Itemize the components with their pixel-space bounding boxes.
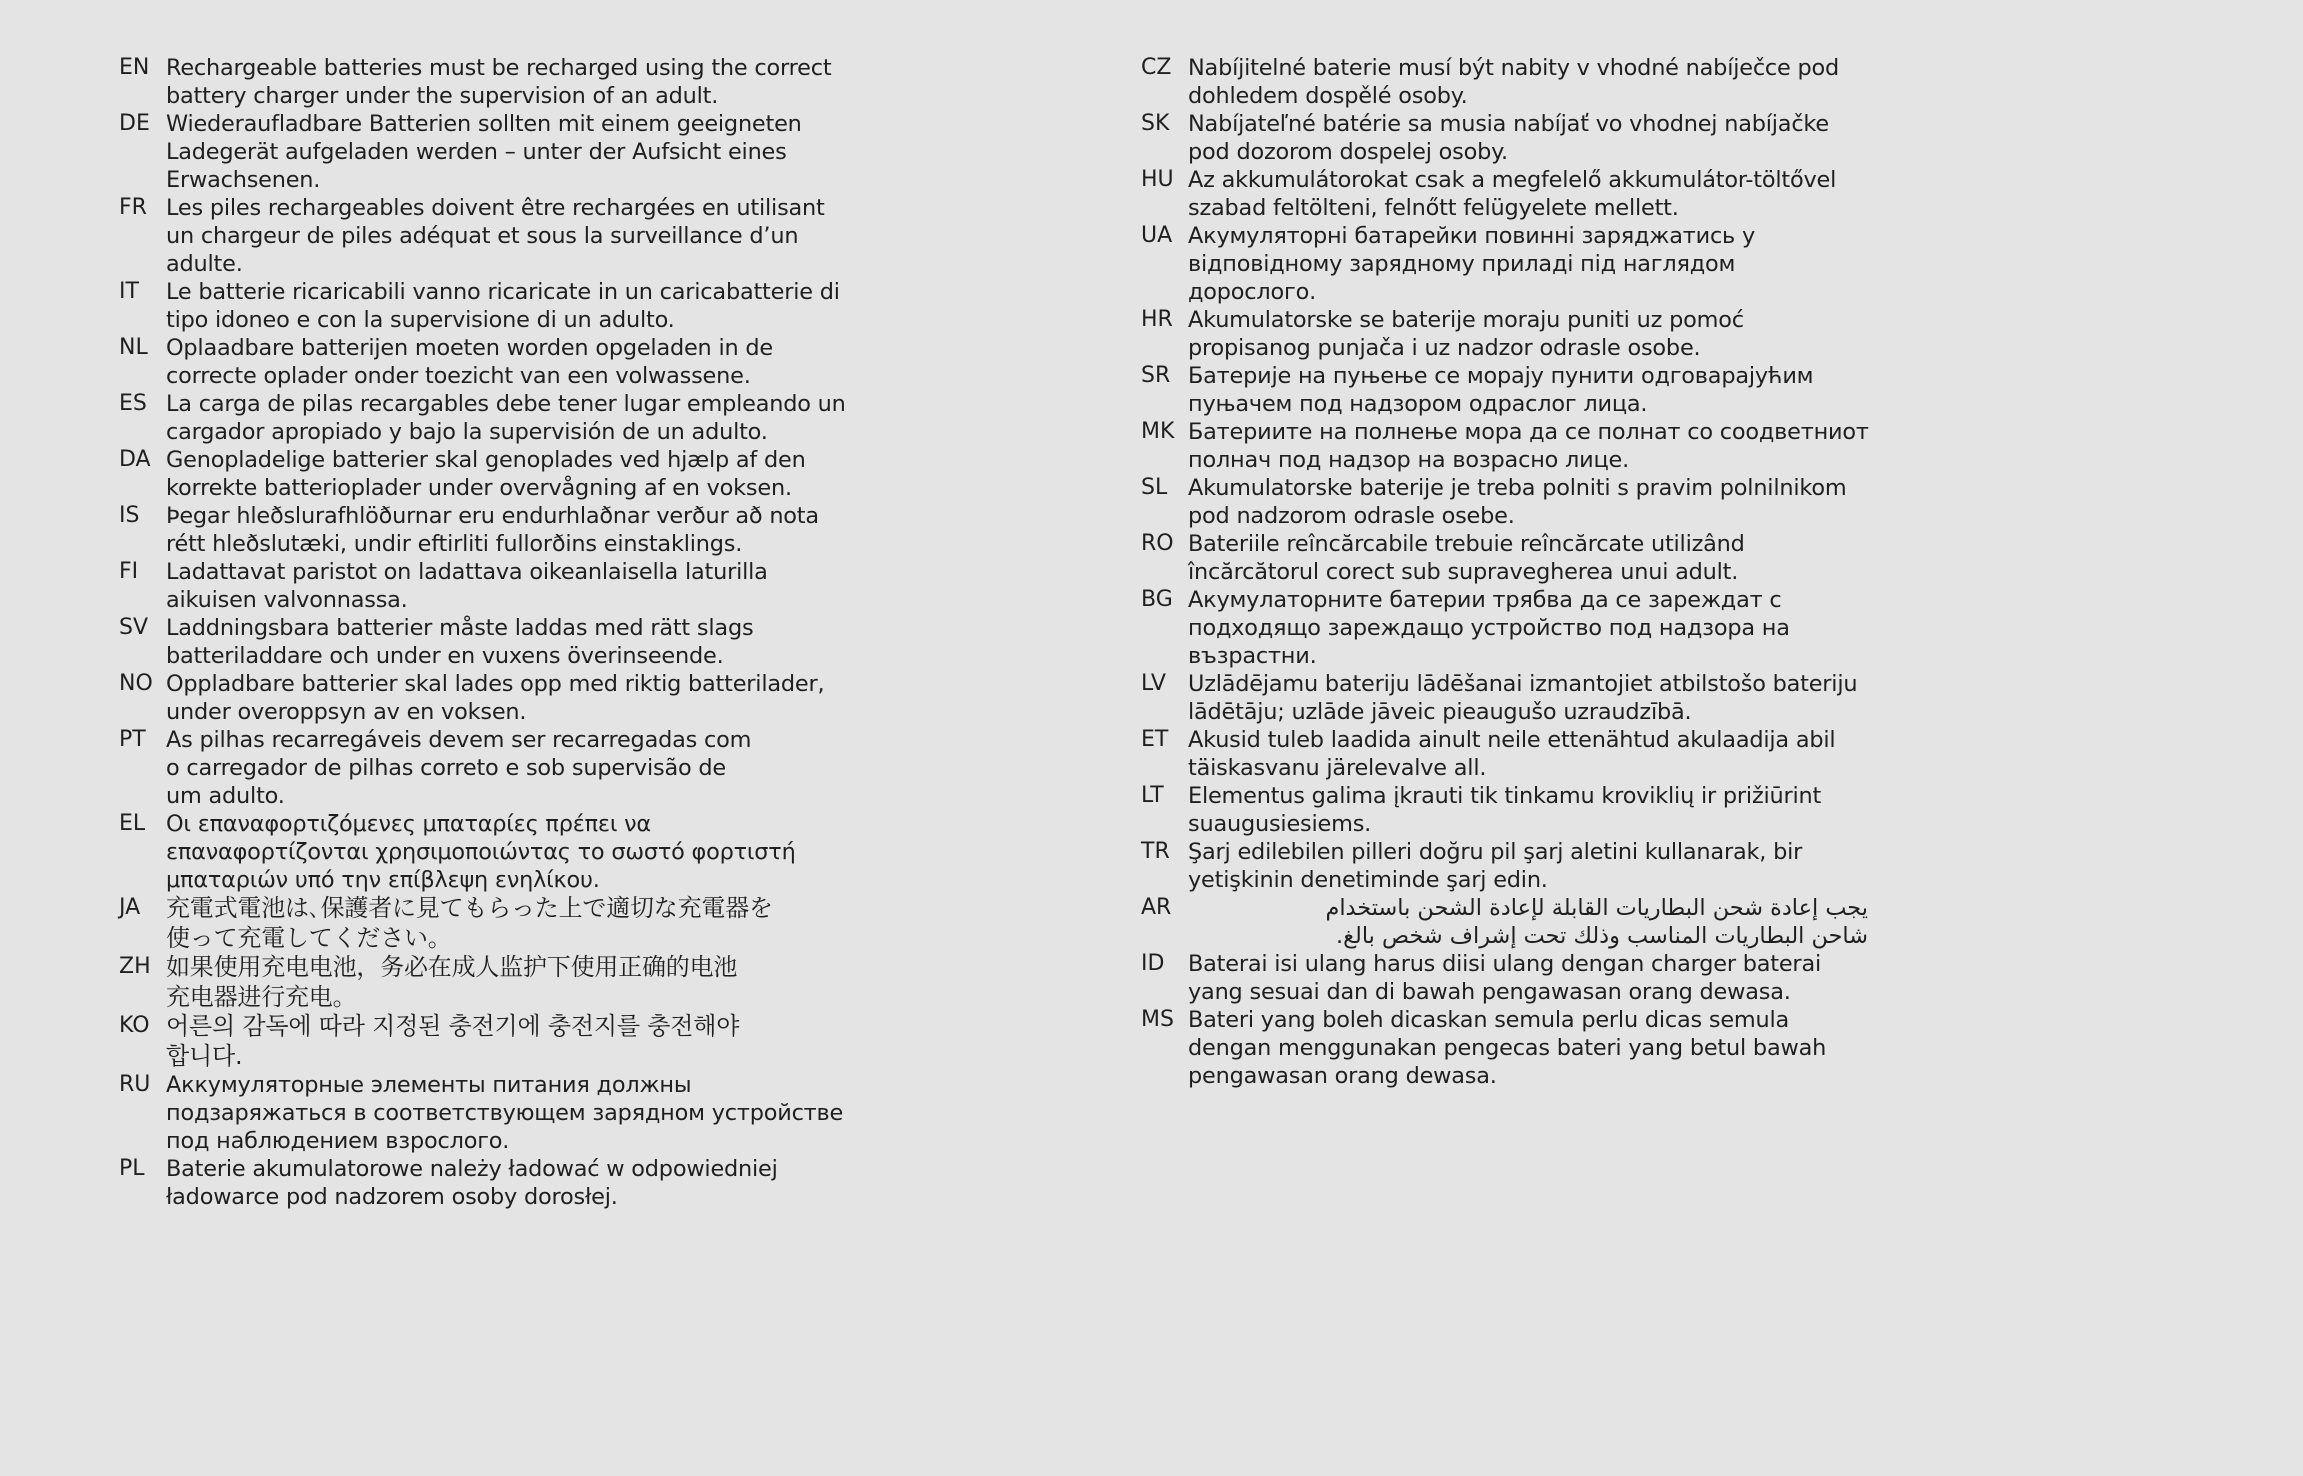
language-code: EL [119,811,146,836]
language-entry-id [1141,950,2041,1006]
right-column [1141,54,2041,1090]
language-entry-es [119,390,1019,446]
safety-text: La carga de pilas recargables debe tener lugar empleando un cargador apropiado y bajo la supervisión de un adulto. [166,391,846,445]
language-code: NO [119,671,153,696]
language-code: SK [1141,111,1170,136]
language-entry-ko [119,1012,1019,1071]
language-code: DE [119,111,150,136]
language-entry-mk [1141,418,2041,474]
language-code: EN [119,55,150,80]
language-entry-sr [1141,362,2041,418]
language-code: AR [1141,895,1172,920]
safety-text: Elementus galima įkrauti tik tinkamu kroviklių ir prižiūrint suaugusiesiems. [1188,783,1822,837]
language-code: IT [119,279,139,304]
safety-text: Oplaadbare batterijen moeten worden opgeladen in de correcte oplader onder toezicht van een volwassene. [166,335,773,389]
language-code: MS [1141,1007,1174,1032]
safety-text: Акумулаторните батерии трябва да се зареждат с подходящо зареждащо устройство под надзора на възрастни. [1188,587,1790,669]
safety-text: Az akkumulátorokat csak a megfelelő akkumulátor-töltővel szabad feltölteni, felnőtt felügyelete mellett. [1188,167,1837,221]
language-entry-sk [1141,110,2041,166]
language-entry-et [1141,726,2041,782]
safety-text: Акумуляторні батарейки повинні заряджатись у відповідному зарядному приладі під наглядом дорослого. [1188,223,1756,305]
language-entry-fr [119,194,1019,278]
language-code: PL [119,1156,145,1181]
safety-text: Şarj edilebilen pilleri doğru pil şarj aletini kullanarak, bir yetişkinin denetiminde şarj edin. [1188,839,1803,893]
safety-text: Батерије на пуњење се морају пунити одговарајућим пуњачем под надзором одраслог лица. [1188,363,1814,417]
language-entry-ua [1141,222,2041,306]
language-code: ET [1141,727,1169,752]
language-entry-cz [1141,54,2041,110]
safety-text: Baterie akumulatorowe należy ładować w odpowiedniej ładowarce pod nadzorem osoby dorosłej. [166,1156,778,1210]
language-code: PT [119,727,146,752]
language-entry-tr [1141,838,2041,894]
language-entry-it [119,278,1019,334]
language-entry-sv [119,614,1019,670]
language-code: SL [1141,475,1168,500]
safety-text: 어른의 감독에 따라 지정된 충전기에 충전지를 충전해야 합니다. [166,1012,740,1070]
language-entry-zh [119,953,1019,1012]
safety-text: Nabíjitelné baterie musí být nabity v vhodné nabíječce pod dohledem dospělé osoby. [1188,55,1840,109]
language-entry-el [119,810,1019,894]
language-code: UA [1141,223,1173,248]
language-entry-bg [1141,586,2041,670]
safety-text: 充電式電池は､保護者に見てもらった上で適切な充電器を 使って充電してください｡ [166,894,773,952]
safety-text: Батериите на полнење мора да се полнат со соодветниот полнач под надзор на возрасно лице. [1188,419,1869,473]
language-entry-no [119,670,1019,726]
safety-text: Les piles rechargeables doivent être rechargées en utilisant un chargeur de piles adéquat et sous la surveillance d’un adulte. [166,195,825,277]
language-entry-lv [1141,670,2041,726]
safety-text: Аккумуляторные элементы питания должны подзаряжаться в соответствующем зарядном устройстве под наблюдением взрослого. [166,1072,844,1154]
language-code: ID [1141,951,1165,976]
safety-text: Ladattavat paristot on ladattava oikeanlaisella laturilla aikuisen valvonnassa. [166,559,768,613]
language-entry-pt [119,726,1019,810]
safety-text: Laddningsbara batterier måste laddas med rätt slags batteriladdare och under en vuxens överinseende. [166,615,754,669]
language-entry-nl [119,334,1019,390]
safety-text: Rechargeable batteries must be recharged using the correct battery charger under the supervision of an adult. [166,55,832,109]
language-code: NL [119,335,148,360]
language-code: LT [1141,783,1164,808]
language-entry-lt [1141,782,2041,838]
language-code: KO [119,1013,150,1038]
language-code: DA [119,447,151,472]
language-entry-ja [119,894,1019,953]
language-code: SR [1141,363,1171,388]
language-code: JA [119,895,141,920]
safety-text: Le batterie ricaricabili vanno ricaricate in un caricabatterie di tipo idoneo e con la supervisione di un adulto. [166,279,840,333]
safety-text: Wiederaufladbare Batterien sollten mit einem geeigneten Ladegerät aufgeladen werden – unter der Aufsicht eines Erwachsenen. [166,111,802,193]
language-entry-ru [119,1071,1019,1155]
language-entry-ms [1141,1006,2041,1090]
language-code: HR [1141,307,1173,332]
left-column [119,54,1019,1211]
language-entry-sl [1141,474,2041,530]
safety-text: يجب إعادة شحن البطاريات القابلة لإعادة الشحن باستخدام شاحن البطاريات المناسب وذلك تحت إشراف شخص بالغ. [1325,895,1868,949]
language-code: MK [1141,419,1175,444]
language-entry-ar [1141,894,2041,950]
language-code: FI [119,559,139,584]
safety-text: Akusid tuleb laadida ainult neile ettenähtud akulaadija abil täiskasvanu järelevalve all. [1188,727,1836,781]
language-entry-ro [1141,530,2041,586]
language-entry-de [119,110,1019,194]
safety-text: Uzlādējamu bateriju lādēšanai izmantojiet atbilstošo bateriju lādētāju; uzlāde jāveic pieaugušo uzraudzībā. [1188,671,1858,725]
safety-text: As pilhas recarregáveis devem ser recarregadas com o carregador de pilhas correto e sob supervisão de um adulto. [166,727,752,809]
language-code: TR [1141,839,1170,864]
language-code: ES [119,391,147,416]
safety-text: Akumulatorske baterije je treba polniti s pravim polnilnikom pod nadzorom odrasle osebe. [1188,475,1847,529]
language-code: BG [1141,587,1173,612]
language-entry-hu [1141,166,2041,222]
safety-text: Οι επαναφορτιζόμενες μπαταρίες πρέπει να επαναφορτίζονται χρησιμοποιώντας το σωστό φορτιστή μπαταριών υπό την επίβλεψη ενηλίκου. [166,811,796,893]
safety-text: Nabíjateľné batérie sa musia nabíjať vo vhodnej nabíjačke pod dozorom dospelej osoby. [1188,111,1829,165]
safety-text: Bateri yang boleh dicaskan semula perlu dicas semula dengan menggunakan pengecas bateri yang betul bawah pengawasan orang dewasa. [1188,1007,1827,1089]
safety-text: Baterai isi ulang harus diisi ulang dengan charger baterai yang sesuai dan di bawah pengawasan orang dewasa. [1188,951,1821,1005]
language-entry-is [119,502,1019,558]
safety-text: Þegar hleðslurafhlöðurnar eru endurhlaðnar verður að nota rétt hleðslutæki, undir eftirliti fullorðins einstaklings. [166,503,819,557]
safety-text: 如果使用充电电池，务必在成人监护下使用正确的电池 充电器进行充电。 [166,953,738,1011]
language-code: IS [119,503,140,528]
safety-text: Genopladelige batterier skal genoplades ved hjælp af den korrekte batterioplader under overvågning af en voksen. [166,447,806,501]
language-entry-hr [1141,306,2041,362]
safety-text: Akumulatorske se baterije moraju puniti uz pomoć propisanog punjača i uz nadzor odrasle osobe. [1188,307,1744,361]
language-code: CZ [1141,55,1172,80]
language-code: HU [1141,167,1174,192]
language-entry-da [119,446,1019,502]
language-code: SV [119,615,149,640]
language-entry-pl [119,1155,1019,1211]
safety-text: Oppladbare batterier skal lades opp med riktig batterilader, under overoppsyn av en voksen. [166,671,825,725]
safety-text: Bateriile reîncărcabile trebuie reîncărcate utilizând încărcătorul corect sub supravegherea unui adult. [1188,531,1745,585]
language-entry-fi [119,558,1019,614]
language-code: ZH [119,954,151,979]
language-entry-en [119,54,1019,110]
language-code: LV [1141,671,1166,696]
language-code: RU [119,1072,151,1097]
language-code: RO [1141,531,1174,556]
language-code: FR [119,195,147,220]
